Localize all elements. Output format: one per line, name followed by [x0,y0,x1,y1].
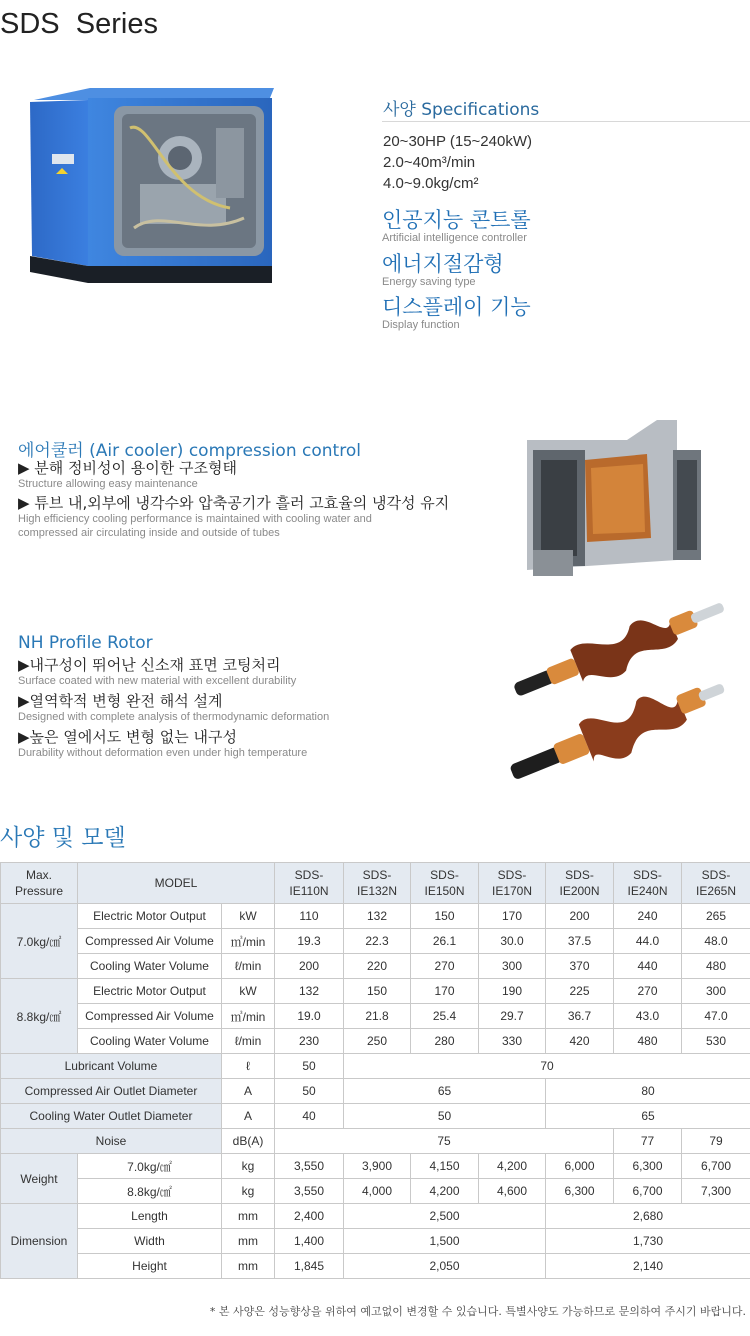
cell: 132 [344,904,411,929]
row-item: Cooling Water Volume [78,954,222,979]
cell: 4,200 [411,1179,479,1204]
spec-power: 20~30HP (15~240kW) [383,133,532,150]
cell: 77 [614,1129,682,1154]
row-unit: ℓ/min [222,954,275,979]
row-unit: kW [222,904,275,929]
cell: 420 [546,1029,614,1054]
cell: 270 [411,954,479,979]
header-model-name: SDS- IE110N [275,863,344,904]
air-cooler-image [527,420,703,576]
cell: 19.3 [275,929,344,954]
table-row [1,1104,750,1129]
table-row [1,904,750,929]
cell: 265 [682,904,750,929]
footnote: * 본 사양은 성능향상을 위하여 예고없이 변경할 수 있습니다. 특별사양도 가능하므로 문의하여 주시기 바랍니다. [209,1305,746,1318]
table-row [1,1079,750,1104]
cell: 22.3 [344,929,411,954]
header-model-name: SDS- IE240N [614,863,682,904]
rotor-image [498,603,734,783]
table-row [1,1154,750,1179]
cell: 4,600 [479,1179,546,1204]
cell: 19.0 [275,1004,344,1029]
specifications-heading: 사양 Specifications [383,100,540,120]
cell: 225 [546,979,614,1004]
row-unit: mm [222,1229,275,1254]
row-item: Lubricant Volume [1,1054,222,1079]
cell: 4,150 [411,1154,479,1179]
table-row [1,1229,750,1254]
row-item: Electric Motor Output [78,979,222,1004]
cell: 132 [275,979,344,1004]
row-unit: ㎥/min [222,929,275,954]
feature-title: 디스플레이 기능 [382,295,531,319]
cell: 270 [614,979,682,1004]
cell: 150 [411,904,479,929]
cell: 230 [275,1029,344,1054]
cell: 4,000 [344,1179,411,1204]
cell: 330 [479,1029,546,1054]
row-unit: mm [222,1204,275,1229]
feature-title: 에너지절감형 [382,252,504,276]
row-item: Cooling Water Volume [78,1029,222,1054]
feature-subtitle: Energy saving type [382,276,476,288]
cell: 26.1 [411,929,479,954]
air-cooler-bullets [18,459,449,540]
table-row [1,1129,750,1154]
rotor-title: NH Profile Rotor [18,633,153,653]
cell: 280 [411,1029,479,1054]
cell: 2,680 [546,1204,750,1229]
cell: 7,300 [682,1179,750,1204]
cell: 50 [275,1054,344,1079]
cell: 200 [275,954,344,979]
row-item: 8.8kg/㎠ [78,1179,222,1204]
cell: 150 [344,979,411,1004]
bullet-en: Structure allowing easy maintenance [18,478,198,490]
cell: 110 [275,904,344,929]
cell: 440 [614,954,682,979]
cell: 2,400 [275,1204,344,1229]
spec-table [0,862,750,1279]
cell: 240 [614,904,682,929]
row-item: Compressed Air Volume [78,1004,222,1029]
cell: 1,500 [344,1229,546,1254]
cell: 2,500 [344,1204,546,1229]
row-item: Compressed Air Outlet Diameter [1,1079,222,1104]
row-unit: mm [222,1254,275,1279]
header-model: MODEL [78,863,275,904]
cell: 220 [344,954,411,979]
row-item: Noise [1,1129,222,1154]
rotor-bullets [18,656,329,760]
cell: 3,900 [344,1154,411,1179]
table-row [1,929,750,954]
cell: 170 [479,904,546,929]
cell: 21.8 [344,1004,411,1029]
cell: 480 [682,954,750,979]
row-unit: ℓ/min [222,1029,275,1054]
header-model-name: SDS- IE132N [344,863,411,904]
bullet-ko: ▶ 튜브 내,외부에 냉각수와 압축공기가 흘러 고효율의 냉각성 유지 [18,494,450,512]
feature-title: 인공지능 콘트롤 [382,208,531,232]
weight-group-label: Weight [1,1154,78,1204]
row-unit: kg [222,1179,275,1204]
cell: 2,050 [344,1254,546,1279]
cell: 37.5 [546,929,614,954]
feature-display [382,295,531,332]
table-row [1,1204,750,1229]
cell: 47.0 [682,1004,750,1029]
cell: 43.0 [614,1004,682,1029]
cell: 250 [344,1029,411,1054]
row-unit: dB(A) [222,1129,275,1154]
row-item: Compressed Air Volume [78,929,222,954]
pressure-group-label: 8.8kg/㎠ [1,979,78,1054]
cell: 70 [344,1054,750,1079]
cell: 29.7 [479,1004,546,1029]
header-model-name: SDS- IE150N [411,863,479,904]
cell: 530 [682,1029,750,1054]
row-unit: kW [222,979,275,1004]
cell: 300 [682,979,750,1004]
cell: 370 [546,954,614,979]
spec-table-title: 사양 및 모델 [0,825,126,851]
table-row [1,1029,750,1054]
header-model-name: SDS- IE170N [479,863,546,904]
cell: 65 [546,1104,750,1129]
cell: 2,140 [546,1254,750,1279]
row-unit: A [222,1079,275,1104]
table-row [1,954,750,979]
cell: 1,730 [546,1229,750,1254]
row-unit: A [222,1104,275,1129]
cell: 25.4 [411,1004,479,1029]
cell: 4,200 [479,1154,546,1179]
feature-energy [382,252,504,289]
cell: 50 [275,1079,344,1104]
page-title: SDS Series [0,8,158,40]
feature-ai [382,208,531,245]
cell: 50 [344,1104,546,1129]
cell: 30.0 [479,929,546,954]
cell: 300 [479,954,546,979]
cell: 80 [546,1079,750,1104]
bullet-en: Designed with complete analysis of thermodynamic deformation [18,711,330,723]
pressure-group-label: 7.0kg/㎠ [1,904,78,979]
cell: 200 [546,904,614,929]
spec-pressure: 4.0~9.0kg/cm² [383,175,479,192]
bullet-en: Surface coated with new material with excellent durability [18,675,297,687]
row-unit: ㎥/min [222,1004,275,1029]
bullet-en: compressed air circulating inside and outside of tubes [18,527,280,539]
bullet-en: Durability without deformation even under high temperature [18,747,308,759]
table-row [1,1179,750,1204]
air-cooler-title: 에어쿨러 (Air cooler) compression control [18,441,361,461]
divider [382,121,750,122]
header-pressure: Max. Pressure [1,863,78,904]
row-item: Width [78,1229,222,1254]
row-item: Length [78,1204,222,1229]
row-item: Electric Motor Output [78,904,222,929]
table-row [1,1054,750,1079]
table-row [1,979,750,1004]
cell: 3,550 [275,1179,344,1204]
cell: 48.0 [682,929,750,954]
row-item: 7.0kg/㎠ [78,1154,222,1179]
cell: 1,845 [275,1254,344,1279]
row-unit: kg [222,1154,275,1179]
table-row [1,1254,750,1279]
cell: 6,300 [614,1154,682,1179]
cell: 79 [682,1129,750,1154]
cell: 40 [275,1104,344,1129]
table-header-row [1,863,750,904]
bullet-ko: ▶ 분해 정비성이 용이한 구조형태 [18,459,237,477]
bullet-en: High efficiency cooling performance is maintained with cooling water and [18,513,372,525]
cell: 170 [411,979,479,1004]
bullet-ko: ▶열역학적 변형 완전 해석 설계 [18,692,223,710]
cell: 6,700 [682,1154,750,1179]
cell: 36.7 [546,1004,614,1029]
row-unit: ℓ [222,1054,275,1079]
dimension-group-label: Dimension [1,1204,78,1279]
cell: 1,400 [275,1229,344,1254]
cell: 75 [275,1129,614,1154]
cell: 6,300 [546,1179,614,1204]
cell: 480 [614,1029,682,1054]
compressor-image [30,88,274,283]
cell: 6,700 [614,1179,682,1204]
bullet-ko: ▶내구성이 뛰어난 신소재 표면 코팅처리 [18,656,281,674]
cell: 44.0 [614,929,682,954]
row-item: Height [78,1254,222,1279]
cell: 6,000 [546,1154,614,1179]
cell: 65 [344,1079,546,1104]
header-model-name: SDS- IE200N [546,863,614,904]
cell: 3,550 [275,1154,344,1179]
table-row [1,1004,750,1029]
feature-subtitle: Display function [382,319,460,331]
row-item: Cooling Water Outlet Diameter [1,1104,222,1129]
header-model-name: SDS- IE265N [682,863,750,904]
spec-list [383,131,532,194]
cell: 190 [479,979,546,1004]
bullet-ko: ▶높은 열에서도 변형 없는 내구성 [18,728,237,746]
spec-volume: 2.0~40m³/min [383,154,476,171]
feature-subtitle: Artificial intelligence controller [382,232,527,244]
